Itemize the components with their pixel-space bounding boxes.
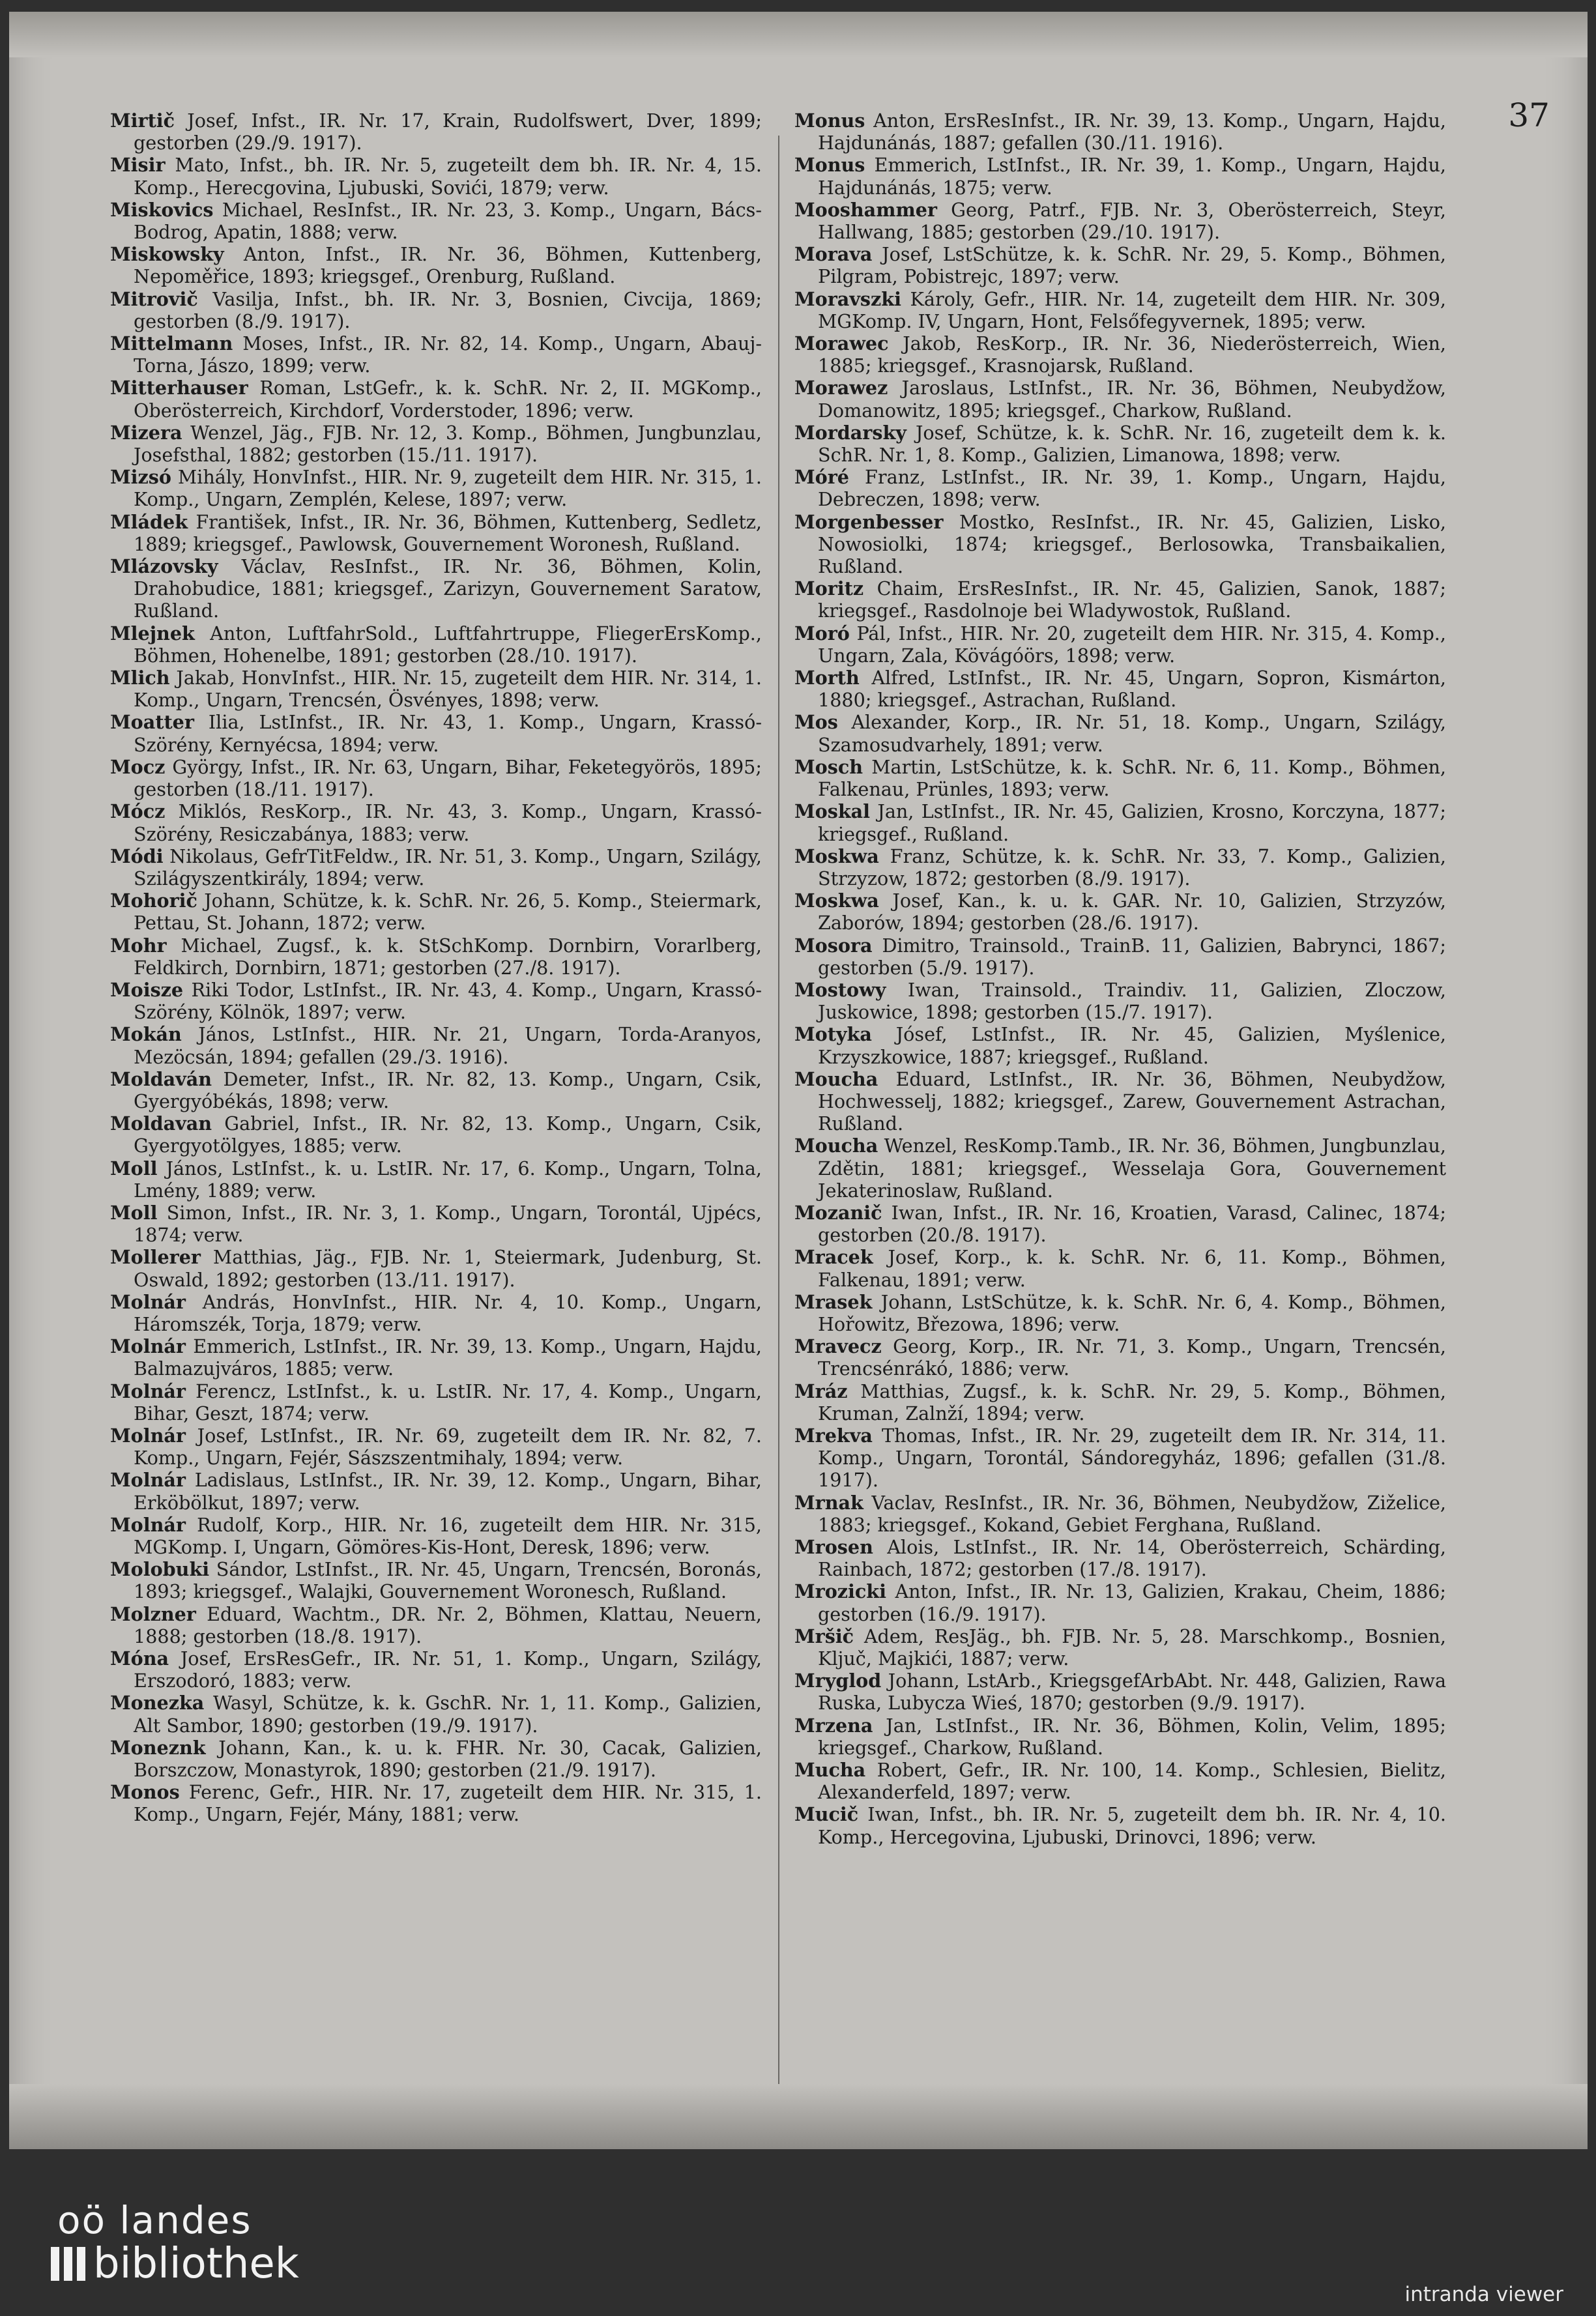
register-entry — [794, 511, 1446, 578]
entry-details: Károly, Gefr., HIR. Nr. 14, zugeteilt dem HIR. Nr. 309, MGKomp. IV, Ungarn, Hont, Felsőfegyvernek, 1895; verw. — [818, 287, 1446, 332]
entry-details: Wasyl, Schütze, k. k. GschR. Nr. 1, 11. Komp., Galizien, Alt Sambor, 1890; gestorben (19./9. 1917). — [134, 1692, 762, 1737]
register-entry — [794, 1380, 1446, 1425]
entry-details: Mihály, HonvInfst., HIR. Nr. 9, zugeteilt dem HIR. Nr. 315, 1. Komp., Ungarn, Zemplén, Kelese, 1897; verw. — [134, 466, 762, 511]
entry-surname: Monos — [110, 1781, 180, 1804]
entry-surname: Mucič — [794, 1803, 859, 1826]
register-entry — [110, 288, 762, 332]
entry-surname: Mos — [794, 711, 838, 734]
register-entry — [110, 1246, 762, 1290]
entry-details: Vasilja, Infst., bh. IR. Nr. 3, Bosnien, Civcija, 1869; gestorben (8./9. 1917). — [134, 287, 762, 332]
entry-details: Pál, Infst., HIR. Nr. 20, zugeteilt dem HIR. Nr. 315, 4. Komp., Ungarn, Zala, Kövágóörs, 1898; verw. — [818, 622, 1446, 667]
entry-surname: Mlich — [110, 667, 170, 689]
entry-surname: Mlázovsky — [110, 555, 218, 578]
entry-surname: Moskwa — [794, 890, 879, 912]
entry-details: Georg, Korp., IR. Nr. 71, 3. Komp., Ungarn, Trencsén, Trencsénrákó, 1886; verw. — [818, 1335, 1446, 1380]
entry-surname: Mrnak — [794, 1491, 863, 1514]
entry-surname: Mostowy — [794, 978, 886, 1001]
register-entry — [110, 555, 762, 622]
entry-details: František, Infst., IR. Nr. 36, Böhmen, Kuttenberg, Sedletz, 1889; kriegsgef., Pawlowsk, Gouvernement Woronesh, Rußland. — [134, 510, 762, 555]
register-entry — [110, 377, 762, 421]
register-entry — [110, 199, 762, 243]
book-page — [9, 12, 1588, 2149]
register-entry — [110, 1291, 762, 1335]
page-top-edge — [9, 12, 1588, 57]
register-entry — [794, 154, 1446, 198]
entry-details: Dimitro, Trainsold., TrainB. 11, Galizien, Babrynci, 1867; gestorben (5./9. 1917). — [818, 934, 1446, 979]
entry-details: János, LstInfst., HIR. Nr. 21, Ungarn, Torda-Aranyos, Mezöcsán, 1894; gefallen (29./3. 1916). — [134, 1023, 762, 1068]
entry-surname: Moneznk — [110, 1736, 206, 1759]
logo-text-line1: oö landes — [57, 2198, 252, 2242]
entry-details: Anton, ErsResInfst., IR. Nr. 39, 13. Komp., Ungarn, Hajdu, Hajdunánás, 1887; gefallen (30./11. 1916). — [818, 109, 1446, 154]
register-entry — [794, 109, 1446, 154]
register-entry — [794, 1202, 1446, 1246]
register-entry — [794, 979, 1446, 1023]
entry-surname: Mrasek — [794, 1290, 873, 1313]
register-entry — [110, 1425, 762, 1469]
entry-details: Matthias, Zugsf., k. k. SchR. Nr. 29, 5. Komp., Böhmen, Kruman, Zalnží, 1894; verw. — [818, 1380, 1446, 1425]
entry-details: Jakob, ResKorp., IR. Nr. 36, Niederösterreich, Wien, 1885; kriegsgef., Krasnojarsk, Rußland. — [818, 332, 1446, 377]
register-entry — [794, 1335, 1446, 1380]
entry-surname: Molnár — [110, 1290, 186, 1313]
entry-surname: Mordarsky — [794, 421, 907, 444]
register-entry — [110, 243, 762, 287]
register-entry — [794, 890, 1446, 934]
entry-surname: Monus — [794, 154, 865, 177]
register-entry — [110, 1380, 762, 1425]
register-entry — [794, 199, 1446, 243]
entry-surname: Morava — [794, 243, 873, 266]
entry-details: Alfred, LstInfst., IR. Nr. 45, Ungarn, Sopron, Kismárton, 1880; kriegsgef., Astrachan, Rußland. — [818, 667, 1446, 712]
register-entry — [794, 288, 1446, 332]
entry-details: Johann, Kan., k. u. k. FHR. Nr. 30, Cacak, Galizien, Borszczow, Monastyrok, 1890; gestorben (21./9. 1917). — [134, 1736, 762, 1782]
entry-details: Riki Todor, LstInfst., IR. Nr. 43, 4. Komp., Ungarn, Krassó-Szörény, Kölnök, 1897; verw. — [134, 978, 762, 1024]
register-entry — [110, 1202, 762, 1246]
entry-details: Ferencz, LstInfst., k. u. LstIR. Nr. 17, 4. Komp., Ungarn, Bihar, Geszt, 1874; verw. — [134, 1380, 762, 1425]
entry-details: Jósef, LstInfst., IR. Nr. 45, Galizien, Myślenice, Krzyszkowice, 1887; kriegsgef., Rußland. — [818, 1023, 1446, 1068]
entry-surname: Moldaván — [110, 1067, 212, 1090]
entry-details: Mostko, ResInfst., IR. Nr. 45, Galizien, Lisko, Nowosiolki, 1874; kriegsgef., Berlosowka, Transbaikalien, Rußland. — [818, 510, 1446, 578]
entry-details: Josef, Korp., k. k. SchR. Nr. 6, 11. Komp., Böhmen, Falkenau, 1891; verw. — [818, 1246, 1446, 1291]
entry-details: Josef, Schütze, k. k. SchR. Nr. 16, zugeteilt dem k. k. SchR. Nr. 1, 8. Komp., Galizien, Limanowa, 1898; verw. — [818, 421, 1446, 467]
entry-details: Miklós, ResKorp., IR. Nr. 43, 3. Komp., Ungarn, Krassó-Szörény, Resiczabánya, 1883; verw. — [134, 800, 762, 845]
entry-surname: Mrekva — [794, 1424, 873, 1447]
entry-details: Michael, ResInfst., IR. Nr. 23, 3. Komp., Ungarn, Bács-Bodrog, Apatin, 1888; verw. — [134, 198, 762, 244]
entry-surname: Moskal — [794, 800, 871, 823]
entry-details: Emmerich, LstInfst., IR. Nr. 39, 13. Komp., Ungarn, Hajdu, Balmazujváros, 1885; verw. — [134, 1335, 762, 1380]
page-number: 37 — [1508, 96, 1550, 134]
register-entry — [794, 1425, 1446, 1492]
entry-details: Franz, LstInfst., IR. Nr. 39, 1. Komp., Ungarn, Hajdu, Debreczen, 1898; verw. — [818, 466, 1446, 511]
entry-surname: Morawez — [794, 377, 888, 399]
entry-details: Roman, LstGefr., k. k. SchR. Nr. 2, II. MGKomp., Oberösterreich, Kirchdorf, Vorderstoder, 1896; verw. — [134, 377, 762, 422]
entry-surname: Moró — [794, 622, 850, 644]
entry-details: Georg, Patrf., FJB. Nr. 3, Oberösterreich, Steyr, Hallwang, 1885; gestorben (29./10. 1917). — [818, 198, 1446, 244]
entry-details: Anton, Infst., IR. Nr. 36, Böhmen, Kuttenberg, Nepoměřice, 1893; kriegsgef., Orenburg, Rußland. — [134, 243, 762, 288]
entry-surname: Mráz — [794, 1380, 848, 1402]
logo-text-line2: bibliothek — [93, 2240, 299, 2288]
register-entry — [794, 1068, 1446, 1135]
entry-details: Iwan, Infst., bh. IR. Nr. 5, zugeteilt dem bh. IR. Nr. 4, 10. Komp., Hercegovina, Ljubuski, Drinovci, 1896; verw. — [818, 1803, 1446, 1848]
register-entry — [794, 800, 1446, 845]
entry-surname: Molnár — [110, 1469, 186, 1492]
entry-surname: Mittelmann — [110, 332, 233, 355]
register-entry — [794, 845, 1446, 890]
register-entry — [794, 377, 1446, 421]
register-entry — [110, 332, 762, 377]
register-entry — [110, 845, 762, 890]
register-entry — [110, 154, 762, 198]
register-entry — [110, 422, 762, 466]
page-bottom-edge — [9, 2084, 1588, 2149]
entry-surname: Mocz — [110, 755, 166, 778]
entry-surname: Mozanič — [794, 1201, 882, 1224]
entry-surname: Misir — [110, 154, 166, 177]
entry-surname: Mršič — [794, 1625, 854, 1647]
register-entry — [110, 1737, 762, 1781]
register-entry — [110, 511, 762, 555]
entry-details: Josef, LstInfst., IR. Nr. 69, zugeteilt dem IR. Nr. 82, 7. Komp., Ungarn, Fejér, Sászszentmihaly, 1894; verw. — [134, 1424, 762, 1469]
entry-details: Ladislaus, LstInfst., IR. Nr. 39, 12. Komp., Ungarn, Bihar, Erköbölkut, 1897; verw. — [134, 1469, 762, 1514]
register-entry — [110, 800, 762, 845]
entry-surname: Moskwa — [794, 845, 879, 867]
entry-surname: Monezka — [110, 1692, 205, 1715]
entry-details: Ilia, LstInfst., IR. Nr. 43, 1. Komp., Ungarn, Krassó-Szörény, Kernyécsa, 1894; verw. — [134, 711, 762, 756]
entry-details: Václav, ResInfst., IR. Nr. 36, Böhmen, Kolin, Drahobudice, 1881; kriegsgef., Zarizyn, Gouvernement Saratow, Rußland. — [134, 555, 762, 622]
entry-details: Alexander, Korp., IR. Nr. 51, 18. Komp., Ungarn, Szilágy, Szamosudvarhely, 1891; verw. — [818, 711, 1446, 756]
entry-details: Eduard, LstInfst., IR. Nr. 36, Böhmen, Neubydžow, Hochwesselj, 1882; kriegsgef., Zarew, Gouvernement Astrachan, Rußland. — [818, 1067, 1446, 1135]
register-entry — [110, 1112, 762, 1157]
entry-surname: Moucha — [794, 1135, 878, 1157]
entry-details: Jaroslaus, LstInfst., IR. Nr. 36, Böhmen, Neubydžow, Domanowitz, 1895; kriegsgef., Charkow, Rußland. — [818, 377, 1446, 422]
register-entry — [110, 1335, 762, 1380]
register-entry — [110, 667, 762, 711]
register-entry — [794, 422, 1446, 466]
entry-details: Johann, Schütze, k. k. SchR. Nr. 26, 5. Komp., Steiermark, Pettau, St. Johann, 1872; verw. — [134, 890, 762, 934]
register-entry — [110, 466, 762, 510]
entry-surname: Molnár — [110, 1424, 186, 1447]
entry-details: Rudolf, Korp., HIR. Nr. 16, zugeteilt dem HIR. Nr. 315, MGKomp. I, Ungarn, Gömöres-Kis-Hont, Deresk, 1896; verw. — [134, 1513, 762, 1558]
entry-details: Gabriel, Infst., IR. Nr. 82, 13. Komp., Ungarn, Csik, Gyergyotölgyes, 1885; verw. — [134, 1112, 762, 1157]
entry-details: Wenzel, Jäg., FJB. Nr. 12, 3. Komp., Böhmen, Jungbunzlau, Josefsthal, 1882; gestorben (15./11. 1917). — [134, 421, 762, 467]
entry-surname: Mládek — [110, 510, 188, 533]
entry-details: Mato, Infst., bh. IR. Nr. 5, zugeteilt dem bh. IR. Nr. 4, 15. Komp., Herecgovina, Ljubuski, Sovići, 1879; verw. — [134, 154, 762, 199]
entry-surname: Mosch — [794, 755, 863, 778]
register-entry — [110, 622, 762, 667]
entry-surname: Mohorič — [110, 890, 197, 912]
register-entry — [110, 1558, 762, 1602]
register-entry — [794, 756, 1446, 800]
entry-surname: Miskovics — [110, 198, 214, 221]
column-divider — [778, 136, 779, 2091]
entry-surname: Mrzena — [794, 1714, 873, 1737]
entry-surname: Moll — [110, 1201, 158, 1224]
register-entry — [110, 109, 762, 154]
entry-surname: Mryglod — [794, 1670, 882, 1692]
entry-surname: Mrosen — [794, 1536, 873, 1558]
register-entry — [794, 243, 1446, 287]
entry-surname: Moritz — [794, 577, 864, 600]
entry-surname: Mócz — [110, 800, 166, 823]
entry-surname: Morgenbesser — [794, 510, 944, 533]
register-entry — [794, 332, 1446, 377]
entry-details: Eduard, Wachtm., DR. Nr. 2, Böhmen, Klattau, Neuern, 1888; gestorben (18./8. 1917). — [134, 1602, 762, 1647]
entry-details: Josef, ErsResGefr., IR. Nr. 51, 1. Komp., Ungarn, Szilágy, Erszodoró, 1883; verw. — [134, 1647, 762, 1692]
entry-surname: Mooshammer — [794, 198, 937, 221]
entry-surname: Mlejnek — [110, 622, 195, 644]
logo-bars-icon — [51, 2247, 85, 2281]
entry-surname: Monus — [794, 109, 865, 132]
entry-surname: Móna — [110, 1647, 169, 1670]
right-column — [794, 109, 1446, 1848]
entry-surname: Moll — [110, 1157, 158, 1180]
entry-details: Jan, LstInfst., IR. Nr. 36, Böhmen, Kolin, Velim, 1895; kriegsgef., Charkow, Rußland. — [818, 1714, 1446, 1759]
register-entry — [794, 1670, 1446, 1714]
register-entry — [110, 979, 762, 1023]
register-entry — [110, 1603, 762, 1647]
entry-details: Thomas, Infst., IR. Nr. 29, zugeteilt dem IR. Nr. 314, 11. Komp., Ungarn, Torontál, Sándoregyház, 1896; gefallen (31./8. 1917). — [818, 1424, 1446, 1492]
entry-details: Nikolaus, GefrTitFeldw., IR. Nr. 51, 3. Komp., Ungarn, Szilágy, Szilágyszentkirály, 1894; verw. — [134, 845, 762, 890]
entry-details: Wenzel, ResKomp.Tamb., IR. Nr. 36, Böhmen, Jungbunzlau, Zdětin, 1881; kriegsgef., Wesselaja Gora, Gouvernement Jekaterinoslaw, Rußland. — [818, 1135, 1446, 1202]
register-entry — [794, 1492, 1446, 1536]
register-entry — [110, 1781, 762, 1825]
entry-details: György, Infst., IR. Nr. 63, Ungarn, Bihar, Feketegyörös, 1895; gestorben (18./11. 1917). — [134, 755, 762, 801]
entry-surname: Mracek — [794, 1246, 873, 1269]
register-entry — [110, 711, 762, 755]
entry-details: Iwan, Trainsold., Traindiv. 11, Galizien, Zloczow, Juskowice, 1898; gestorben (15./7. 1917). — [818, 978, 1446, 1024]
entry-details: János, LstInfst., k. u. LstIR. Nr. 17, 6. Komp., Ungarn, Tolna, Lmény, 1889; verw. — [134, 1157, 762, 1202]
entry-surname: Móré — [794, 466, 849, 489]
register-entry — [110, 1068, 762, 1112]
entry-surname: Molnár — [110, 1335, 186, 1358]
entry-details: Simon, Infst., IR. Nr. 3, 1. Komp., Ungarn, Torontál, Ujpécs, 1874; verw. — [134, 1201, 762, 1247]
register-entry — [110, 1469, 762, 1513]
register-entry — [794, 1759, 1446, 1803]
entry-details: Vaclav, ResInfst., IR. Nr. 36, Böhmen, Neubydžow, Ziželice, 1883; kriegsgef., Kokand, Gebiet Ferghana, Rußland. — [818, 1491, 1446, 1536]
entry-details: Adem, ResJäg., bh. FJB. Nr. 5, 28. Marschkomp., Bosnien, Ključ, Majkići, 1887; verw. — [818, 1625, 1446, 1670]
entry-surname: Molnár — [110, 1380, 186, 1402]
entry-surname: Mollerer — [110, 1246, 201, 1269]
entry-details: Iwan, Infst., IR. Nr. 16, Kroatien, Varasd, Calinec, 1874; gestorben (20./8. 1917). — [818, 1201, 1446, 1247]
entry-details: Jakab, HonvInfst., HIR. Nr. 15, zugeteilt dem HIR. Nr. 314, 1. Komp., Ungarn, Trencsén, Ösvényes, 1898; verw. — [134, 667, 762, 712]
left-column — [110, 109, 762, 1826]
entry-details: Ferenc, Gefr., HIR. Nr. 17, zugeteilt dem HIR. Nr. 315, 1. Komp., Ungarn, Fejér, Mány, 1881; verw. — [134, 1781, 762, 1826]
register-entry — [794, 667, 1446, 711]
entry-details: Michael, Zugsf., k. k. StSchKomp. Dornbirn, Vorarlberg, Feldkirch, Dornbirn, 1871; gestorben (27./8. 1917). — [134, 934, 762, 979]
entry-surname: Mitrovič — [110, 287, 198, 310]
entry-surname: Motyka — [794, 1023, 872, 1046]
entry-details: Robert, Gefr., IR. Nr. 100, 14. Komp., Schlesien, Bielitz, Alexanderfeld, 1897; verw. — [818, 1759, 1446, 1804]
entry-surname: Mucha — [794, 1759, 866, 1782]
register-entry — [110, 934, 762, 979]
register-entry — [110, 890, 762, 934]
entry-details: Anton, Infst., IR. Nr. 13, Galizien, Krakau, Cheim, 1886; gestorben (16./9. 1917). — [818, 1580, 1446, 1625]
entry-surname: Miskowsky — [110, 243, 224, 266]
register-entry — [110, 1023, 762, 1067]
entry-surname: Mizera — [110, 421, 182, 444]
entry-surname: Módi — [110, 845, 164, 867]
entry-surname: Mokán — [110, 1023, 182, 1046]
entry-surname: Mosora — [794, 934, 873, 957]
entry-surname: Mitterhauser — [110, 377, 248, 399]
register-entry — [794, 577, 1446, 622]
entry-details: Matthias, Jäg., FJB. Nr. 1, Steiermark, Judenburg, St. Oswald, 1892; gestorben (13./11. 1917). — [134, 1246, 762, 1291]
entry-details: Josef, Kan., k. u. k. GAR. Nr. 10, Galizien, Strzyzów, Zaborów, 1894; gestorben (28./6. 1917). — [818, 890, 1446, 934]
register-entry — [794, 622, 1446, 667]
register-entry — [794, 1246, 1446, 1290]
entry-details: Alois, LstInfst., IR. Nr. 14, Oberösterreich, Schärding, Rainbach, 1872; gestorben (17./8. 1917). — [818, 1536, 1446, 1581]
entry-surname: Mirtič — [110, 109, 175, 132]
logo-text-line2-wrap — [51, 2241, 299, 2287]
register-entry — [794, 466, 1446, 510]
register-entry — [110, 1514, 762, 1558]
entry-surname: Moldavan — [110, 1112, 212, 1135]
register-entry — [794, 934, 1446, 979]
entry-details: Jan, LstInfst., IR. Nr. 45, Galizien, Krosno, Korczyna, 1877; kriegsgef., Rußland. — [818, 800, 1446, 845]
register-entry — [110, 756, 762, 800]
entry-details: Josef, LstSchütze, k. k. SchR. Nr. 29, 5. Komp., Böhmen, Pilgram, Pobistrejc, 1897; verw. — [818, 243, 1446, 288]
register-entry — [110, 1692, 762, 1736]
entry-details: Chaim, ErsResInfst., IR. Nr. 45, Galizien, Sanok, 1887; kriegsgef., Rasdolnoje bei Wladywostok, Rußland. — [818, 577, 1446, 622]
entry-details: Anton, LuftfahrSold., Luftfahrtruppe, FliegerErsKomp., Böhmen, Hohenelbe, 1891; gestorben (28./10. 1917). — [134, 622, 762, 667]
entry-surname: Mizsó — [110, 466, 171, 489]
register-entry — [794, 711, 1446, 755]
register-entry — [794, 1580, 1446, 1625]
register-entry — [794, 1803, 1446, 1847]
entry-surname: Morawec — [794, 332, 889, 355]
entry-details: Johann, LstSchütze, k. k. SchR. Nr. 6, 4. Komp., Böhmen, Hořowitz, Březowa, 1896; verw. — [818, 1290, 1446, 1335]
entry-surname: Mravecz — [794, 1335, 882, 1358]
entry-surname: Molzner — [110, 1602, 196, 1625]
entry-surname: Moatter — [110, 711, 194, 734]
register-entry — [794, 1291, 1446, 1335]
entry-details: Johann, LstArb., KriegsgefArbAbt. Nr. 448, Galizien, Rawa Ruska, Lubycza Wieś, 1870; gestorben (9./9. 1917). — [818, 1670, 1446, 1715]
entry-surname: Morth — [794, 667, 860, 689]
entry-surname: Mohr — [110, 934, 167, 957]
entry-surname: Moisze — [110, 978, 184, 1001]
entry-details: Franz, Schütze, k. k. SchR. Nr. 33, 7. Komp., Galizien, Strzyzow, 1872; gestorben (8./9. 1917). — [818, 845, 1446, 890]
entry-surname: Molobuki — [110, 1558, 210, 1581]
register-entry — [794, 1625, 1446, 1670]
register-entry — [794, 1715, 1446, 1759]
entry-surname: Mrozicki — [794, 1580, 886, 1603]
register-entry — [794, 1536, 1446, 1580]
entry-details: András, HonvInfst., HIR. Nr. 4, 10. Komp., Ungarn, Háromszék, Torja, 1879; verw. — [134, 1290, 762, 1335]
entry-surname: Molnár — [110, 1513, 186, 1536]
library-logo[interactable] — [51, 2199, 299, 2287]
entry-surname: Moucha — [794, 1067, 878, 1090]
entry-details: Demeter, Infst., IR. Nr. 82, 13. Komp., Ungarn, Csik, Gyergyóbékás, 1898; verw. — [134, 1067, 762, 1112]
entry-details: Martin, LstSchütze, k. k. SchR. Nr. 6, 11. Komp., Böhmen, Falkenau, Prünles, 1893; verw. — [818, 755, 1446, 801]
entry-details: Moses, Infst., IR. Nr. 82, 14. Komp., Ungarn, Abauj-Torna, Jászo, 1899; verw. — [134, 332, 762, 377]
register-entry — [110, 1647, 762, 1692]
entry-details: Josef, Infst., IR. Nr. 17, Krain, Rudolfswert, Dver, 1899; gestorben (29./9. 1917). — [134, 109, 762, 154]
entry-surname: Moravszki — [794, 287, 901, 310]
register-entry — [794, 1135, 1446, 1202]
entry-details: Sándor, LstInfst., IR. Nr. 45, Ungarn, Trencsén, Boronás, 1893; kriegsgef., Walajki, Gouvernement Woronesch, Rußland. — [134, 1558, 762, 1603]
entry-details: Emmerich, LstInfst., IR. Nr. 39, 1. Komp., Ungarn, Hajdu, Hajdunánás, 1875; verw. — [818, 154, 1446, 199]
register-entry — [110, 1157, 762, 1202]
viewer-brand-label[interactable]: intranda viewer — [1404, 2283, 1563, 2306]
register-entry — [794, 1023, 1446, 1067]
